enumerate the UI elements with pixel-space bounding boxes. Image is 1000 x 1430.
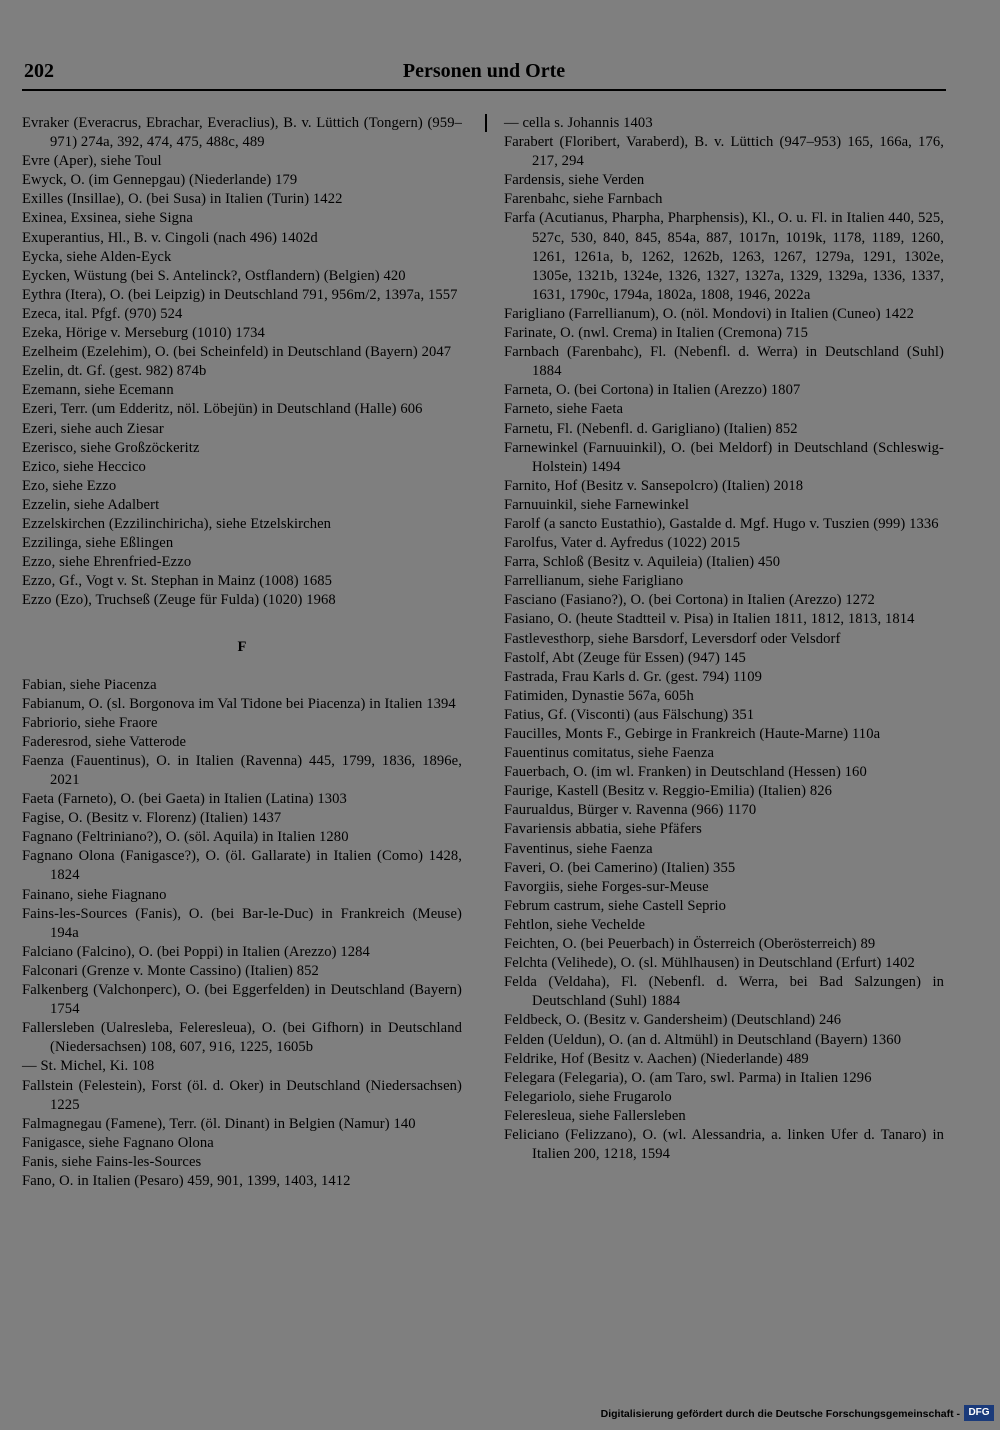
index-entry: Fabianum, O. (sl. Borgonova im Val Tidone bei Piacenza) in Italien 1394 <box>22 695 456 712</box>
index-entry: Farenbahc, siehe Farnbach <box>504 191 663 208</box>
index-entry: Farrellianum, siehe Farigliano <box>504 573 684 590</box>
index-entry: Exuperantius, Hl., B. v. Cingoli (nach 496) 1402d <box>22 229 318 246</box>
index-entry: Farnbach (Farenbahc), Fl. (Nebenfl. d. Werra) in Deutschland (Suhl) 1884 <box>504 344 944 380</box>
index-entry: Felegariolo, siehe Frugarolo <box>504 1088 672 1105</box>
index-entry: Fastolf, Abt (Zeuge für Essen) (947) 145 <box>504 649 746 666</box>
index-entry: Fallersleben (Ualresleba, Feleresleua), O. (bei Gifhorn) in Deutschland (Niedersachsen) 108, 607, 916, 1225, 1605b <box>22 1020 462 1056</box>
index-entry: Feldbeck, O. (Besitz v. Gandersheim) (Deutschland) 246 <box>504 1012 842 1029</box>
index-entry: Faurualdus, Bürger v. Ravenna (966) 1170 <box>504 802 757 819</box>
index-entries-f-left <box>22 676 462 1192</box>
index-entry: Farnewinkel (Farnuuinkil), O. (bei Meldorf) in Deutschland (Schleswig-Holstein) 1494 <box>504 439 944 475</box>
index-entry: Falciano (Falcino), O. (bei Poppi) in Italien (Arezzo) 1284 <box>22 943 370 960</box>
index-entry: Felda (Veldaha), Fl. (Nebenfl. d. Werra, bei Bad Salzungen) in Deutschland (Suhl) 1884 <box>504 974 944 1010</box>
index-entry: Ezzelskirchen (Ezzilinchiricha), siehe Etzelskirchen <box>22 515 332 532</box>
index-entry: Ezeri, siehe auch Ziesar <box>22 420 164 437</box>
index-entry: Fatimiden, Dynastie 567a, 605h <box>504 687 694 704</box>
running-title: Personen und Orte <box>402 60 566 82</box>
index-entry: Farnetu, Fl. (Nebenfl. d. Garigliano) (Italien) 852 <box>504 420 798 437</box>
index-entry: Fains-les-Sources (Fanis), O. (bei Bar-le-Duc) in Frankreich (Meuse) 194a <box>22 905 462 941</box>
index-entry: Ezzo, siehe Ehrenfried-Ezzo <box>22 554 192 571</box>
index-entry: Fano, O. in Italien (Pesaro) 459, 901, 1399, 1403, 1412 <box>22 1172 351 1189</box>
index-entry: Fagnano Olona (Fanigasce?), O. (öl. Gallarate) in Italien (Como) 1428, 1824 <box>22 848 462 884</box>
index-entry: Farnito, Hof (Besitz v. Sansepolcro) (Italien) 2018 <box>504 477 804 494</box>
index-entry: Faveri, O. (bei Camerino) (Italien) 355 <box>504 859 736 876</box>
index-entry: Farfa (Acutianus, Pharpha, Pharphensis), Kl., O. u. Fl. in Italien 440, 525, 527c, 530, 840, 845, 854a, 887, 1017n, 1019k, 1178, 1189, 1260, 1261, 1261a, b, 1262, 1262b, 1263, 1267, 1279a, 1291, 1302e, 1305e, 1321b, 1324e, 1326, 1327, 1327a, 1329, 1329a, 1336, 1337, 1631, 1790c, 1794a, 1802a, 1808, 1946, 2022a <box>504 210 944 303</box>
index-entry: Faucilles, Monts F., Gebirge in Frankreich (Haute-Marne) 110a <box>504 726 881 742</box>
index-entry: Ezo, siehe Ezzo <box>22 477 117 494</box>
index-entry: Faventinus, siehe Faenza <box>504 840 653 857</box>
index-entry: Fastlevesthorp, siehe Barsdorf, Leversdorf oder Velsdorf <box>504 630 841 647</box>
index-entry: Fainano, siehe Fiagnano <box>22 886 167 903</box>
index-entry: Ezico, siehe Heccico <box>22 458 146 475</box>
index-entry: Farra, Schloß (Besitz v. Aquileia) (Italien) 450 <box>504 554 781 571</box>
index-entry: Ezzo, Gf., Vogt v. St. Stephan in Mainz (1008) 1685 <box>22 573 333 590</box>
index-entry: Felegara (Felegaria), O. (am Taro, swl. Parma) in Italien 1296 <box>504 1069 872 1086</box>
section-letter: F <box>237 639 247 656</box>
index-entry: Fallstein (Felestein), Forst (öl. d. Oker) in Deutschland (Niedersachsen) 1225 <box>22 1077 462 1113</box>
index-entry: Ewyck, O. (im Gennepgau) (Niederlande) 179 <box>22 172 298 189</box>
index-entry: Fanigasce, siehe Fagnano Olona <box>22 1134 214 1151</box>
index-entry: Feliciano (Felizzano), O. (wl. Alessandria, a. linken Ufer d. Tanaro) in Italien 200, 1218, 1594 <box>504 1126 944 1163</box>
index-entry: Fanis, siehe Fains-les-Sources <box>22 1153 202 1170</box>
index-entry: Farigliano (Farrellianum), O. (nöl. Mondovi) in Italien (Cuneo) 1422 <box>504 305 915 322</box>
index-entry: Fasciano (Fasiano?), O. (bei Cortona) in Italien (Arezzo) 1272 <box>504 592 875 609</box>
index-entries-f-right <box>504 114 944 1164</box>
index-entry: Falmagnegau (Famene), Terr. (öl. Dinant) in Belgien (Namur) 140 <box>22 1115 416 1132</box>
index-entry: Feichten, O. (bei Peuerbach) in Österreich (Oberösterreich) 89 <box>504 936 876 953</box>
left-column <box>22 114 462 1191</box>
index-entry: Fauerbach, O. (im wl. Franken) in Deutschland (Hessen) 160 <box>504 764 867 781</box>
page-number: 202 <box>24 60 54 82</box>
index-entry: Faurige, Kastell (Besitz v. Reggio-Emilia) (Italien) 826 <box>504 783 833 800</box>
dfg-logo: DFG <box>964 1405 994 1421</box>
index-entry: — St. Michel, Ki. 108 <box>22 1058 155 1075</box>
index-entry: Fabian, siehe Piacenza <box>22 676 157 693</box>
index-entry: Evraker (Everacrus, Ebrachar, Everaclius), B. v. Lüttich (Tongern) (959–971) 274a, 392, 474, 475, 488c, 489 <box>22 115 462 151</box>
index-entry: Fatius, Gf. (Visconti) (aus Fälschung) 351 <box>504 706 755 723</box>
index-entry: Eycken, Wüstung (bei S. Antelinck?, Ostflandern) (Belgien) 420 <box>22 267 406 284</box>
index-entry: Fagnano (Feltriniano?), O. (söl. Aquila) in Italien 1280 <box>22 829 349 846</box>
index-entry: Fastrada, Frau Karls d. Gr. (gest. 794) 1109 <box>504 668 762 685</box>
index-entry: Farolf (a sancto Eustathio), Gastalde d. Mgf. Hugo v. Tuszien (999) 1336 <box>504 515 939 532</box>
index-entry: Felden (Ueldun), O. (an d. Altmühl) in Deutschland (Bayern) 1360 <box>504 1031 902 1048</box>
index-entry: Farneto, siehe Faeta <box>504 401 624 418</box>
index-entry: Eycka, siehe Alden-Eyck <box>22 248 172 265</box>
index-entry: Ezzilinga, siehe Eßlingen <box>22 535 174 552</box>
index-entry: Farinate, O. (nwl. Crema) in Italien (Cremona) 715 <box>504 325 809 342</box>
index-entry: Falkenberg (Valchonperc), O. (bei Eggerfelden) in Deutschland (Bayern) 1754 <box>22 982 462 1018</box>
index-entry: Falconari (Grenze v. Monte Cassino) (Italien) 852 <box>22 962 319 979</box>
index-entry: Faenza (Fauentinus), O. in Italien (Ravenna) 445, 1799, 1836, 1896e, 2021 <box>22 752 462 788</box>
page-header <box>22 58 946 88</box>
index-entry: Fasiano, O. (heute Stadtteil v. Pisa) in Italien 1811, 1812, 1813, 1814 <box>504 611 915 628</box>
index-entry: Fardensis, siehe Verden <box>504 172 645 189</box>
index-entry: Exinea, Exsinea, siehe Signa <box>22 210 193 227</box>
index-entry: Fabriorio, siehe Fraore <box>22 714 158 731</box>
index-entry: Favorgiis, siehe Forges-sur-Meuse <box>504 878 709 895</box>
index-entry: Ezzo (Ezo), Truchseß (Zeuge für Fulda) (1020) 1968 <box>22 592 336 609</box>
index-entry: Felchta (Velihede), O. (sl. Mühlhausen) in Deutschland (Erfurt) 1402 <box>504 955 915 972</box>
index-entry: Evre (Aper), siehe Toul <box>22 153 162 170</box>
index-entry: Ezeka, Hörige v. Merseburg (1010) 1734 <box>22 325 265 342</box>
index-entry: Farnuuinkil, siehe Farnewinkel <box>504 496 689 513</box>
index-entry: Farneta, O. (bei Cortona) in Italien (Arezzo) 1807 <box>504 382 801 399</box>
footer-credit: Digitalisierung gefördert durch die Deutsche Forschungsgemeinschaft - <box>600 1408 960 1420</box>
index-entry: Ezeri, Terr. (um Edderitz, nöl. Löbejün) in Deutschland (Halle) 606 <box>22 401 423 418</box>
index-entry: Ezerisco, siehe Großzöckeritz <box>22 439 200 456</box>
index-entry: Ezzelin, siehe Adalbert <box>22 496 160 513</box>
index-entry: Fehtlon, siehe Vechelde <box>504 916 646 933</box>
index-entry: Farabert (Floribert, Varaberd), B. v. Lüttich (947–953) 165, 166a, 176, 217, 294 <box>504 134 944 170</box>
index-entry: Ezemann, siehe Ecemann <box>22 382 174 399</box>
index-entry: Favariensis abbatia, siehe Pfäfers <box>504 821 702 838</box>
column-divider-mark <box>485 114 487 132</box>
index-entry: Feleresleua, siehe Fallersleben <box>504 1107 686 1124</box>
index-entry: Farolfus, Vater d. Ayfredus (1022) 2015 <box>504 535 741 552</box>
index-entry: Ezelheim (Ezelehim), O. (bei Scheinfeld) in Deutschland (Bayern) 2047 <box>22 344 452 361</box>
index-entry: Eythra (Itera), O. (bei Leipzig) in Deutschland 791, 956m/2, 1397a, 1557 <box>22 286 458 303</box>
right-column <box>504 114 944 1164</box>
index-entry: Fagise, O. (Besitz v. Florenz) (Italien) 1437 <box>22 810 282 827</box>
index-entry: Exilles (Insillae), O. (bei Susa) in Italien (Turin) 1422 <box>22 191 343 208</box>
header-rule <box>22 89 946 91</box>
index-entry: Februm castrum, siehe Castell Seprio <box>504 897 727 914</box>
index-entry: Ezeca, ital. Pfgf. (970) 524 <box>22 305 183 322</box>
index-entry: — cella s. Johannis 1403 <box>504 115 653 131</box>
index-entry: Feldrike, Hof (Besitz v. Aachen) (Niederlande) 489 <box>504 1050 809 1067</box>
index-entry: Faeta (Farneto), O. (bei Gaeta) in Italien (Latina) 1303 <box>22 791 347 808</box>
index-entry: Faderesrod, siehe Vatterode <box>22 733 187 750</box>
index-entries-e <box>22 114 462 610</box>
index-entry: Fauentinus comitatus, siehe Faenza <box>504 745 715 762</box>
index-entry: Ezelin, dt. Gf. (gest. 982) 874b <box>22 363 207 380</box>
